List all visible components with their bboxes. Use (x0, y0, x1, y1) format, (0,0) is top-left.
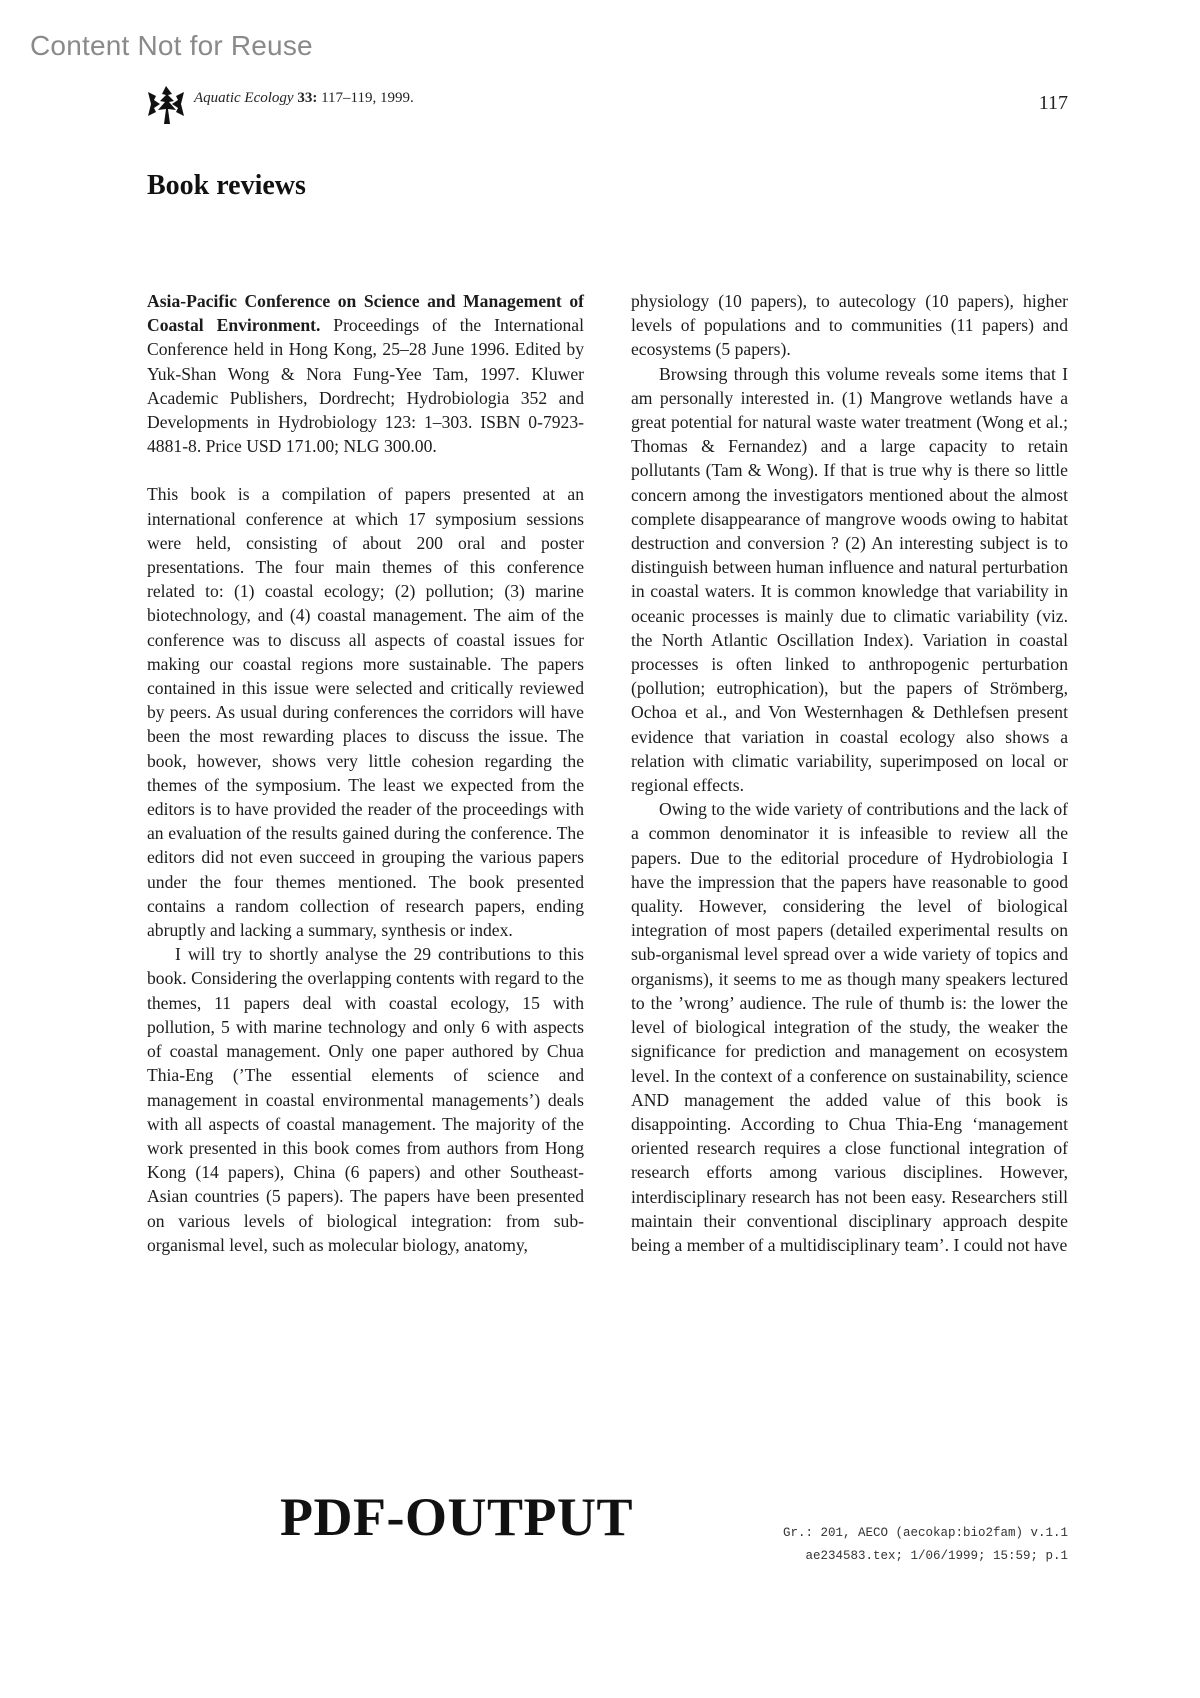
publisher-logo-icon (146, 84, 186, 126)
watermark: Content Not for Reuse (30, 30, 313, 61)
column-left (147, 289, 584, 1257)
journal-pages-year: 117–119, 1999. (321, 90, 414, 106)
book-title: Asia-Pacific Conference on Science and Management of Coastal Environment. (147, 291, 584, 336)
meta-line: ae234583.tex; 1/06/1999; 15:59; p.1 (805, 1549, 1068, 1563)
journal-volume: 33: (297, 90, 318, 106)
body-paragraph: This book is a compilation of papers presented at an international conference at which 17 symposium sessions were held, consisting of about 200 oral and poster presentations. The four main themes of this conference related to: (1) coastal ecology; (2) pollution; (3) marine biotechnology, and (4) coastal management. The aim of the conference was to discuss all aspects of coastal issues for making our coastal regions more sustainable. The papers contained in this issue were selected and critically reviewed by peers. As usual during conferences the corridors will have been the most rewarding places to discuss the issue. The book, however, shows very little cohesion regarding the themes of the symposium. The least we expected from the editors is to have provided the reader of the proceedings with an evaluation of the results gained during the conference. The editors did not even succeed in grouping the various papers under the four themes mentioned. The book presented contains a random collection of research papers, ending abruptly and lacking a summary, synthesis or index. (147, 484, 584, 941)
typesetting-meta (783, 1522, 1068, 1568)
meta-line: Gr.: 201, AECO (aecokap:bio2fam) v.1.1 (782, 1526, 1068, 1540)
body-paragraph: Browsing through this volume reveals some items that I am personally interested in. (1) Mangrove wetlands have a great potential for natural waste water treatment (Wong et al.; Thomas & Fernandez) and a large capacity to retain pollutants (Tam & Wong). If that is true why is there so little concern among the investigators mentioned about the almost complete disappearance of mangrove woods owing to habitat destruction and conversion ? (2) An interesting subject is to distinguish between human influence and natural perturbation in coastal waters. It is common knowledge that variability in oceanic processes is mainly due to climatic variability (viz. the North Atlantic Oscillation Index). Variation in coastal processes is often linked to anthropogenic perturbation (pollution; eutrophication), but the papers of Strömberg, Ochoa et al., and Von Westernhagen & Dethlefsen present evidence that variation in coastal ecology also shows a relation with climatic variability, superimposed on local or regional effects. (631, 363, 1068, 796)
review-citation (147, 289, 584, 458)
body-paragraph: I will try to shortly analyse the 29 contributions to this book. Considering the overlapping contents with regard to the themes, 11 papers deal with coastal ecology, 15 with pollution, 5 with marine technology and only 6 with aspects of coastal management. Only one paper authored by Chua Thia-Eng (’The essential elements of science and management in coastal environmental managements’) deals with all aspects of coastal management. The majority of the work presented in this book comes from authors from Hong Kong (14 papers), China (6 papers) and other Southeast-Asian countries (5 papers). The papers have been presented on various levels of biological integration: from sub-organismal level, such as molecular biology, anatomy, (147, 944, 584, 1255)
running-header (146, 84, 1068, 124)
body-paragraph: physiology (10 papers), to autecology (10 papers), higher levels of populations and to communities (11 papers) and ecosystems (5 papers). (631, 291, 1068, 360)
column-right (631, 289, 1068, 1257)
journal-name: Aquatic Ecology (194, 90, 294, 106)
journal-citation (194, 90, 414, 107)
book-details: Proceedings of the International Conference held in Hong Kong, 25–28 June 1996. Edited by Yuk-Shan Wong & Nora Fung-Yee Tam, 1997. Kluwer Academic Publishers, Dordrecht; Hydrobiologia 352 and Developments in Hydrobiology 123: 1–303. ISBN 0-7923-4881-8. Price USD 171.00; NLG 300.00. (147, 315, 584, 457)
pdf-output-stamp: PDF-OUTPUT (280, 1487, 633, 1547)
section-title: Book reviews (147, 170, 306, 201)
body-paragraph: Owing to the wide variety of contributions and the lack of a common denominator it is infeasible to review all the papers. Due to the editorial procedure of Hydrobiologia I have the impression that the papers have reasonable to good quality. However, considering the level of biological integration of most papers (detailed experimental results on sub-organismal level spread over a wide variety of topics and organisms), it seems to me as though many speakers lectured to the ’wrong’ audience. The rule of thumb is: the lower the level of biological integration of the study, the weaker the significance for prediction and management on ecosystem level. In the context of a conference on sustainability, science AND management the added value of this book is disappointing. According to Chua Thia-Eng ‘management oriented research requires a close functional integration of research efforts among various disciplines. However, interdisciplinary research has not been easy. Researchers still maintain their conventional disciplinary approach despite being a member of a multidisciplinary team’. I could not have (631, 799, 1068, 1255)
page-number: 117 (1038, 92, 1068, 114)
